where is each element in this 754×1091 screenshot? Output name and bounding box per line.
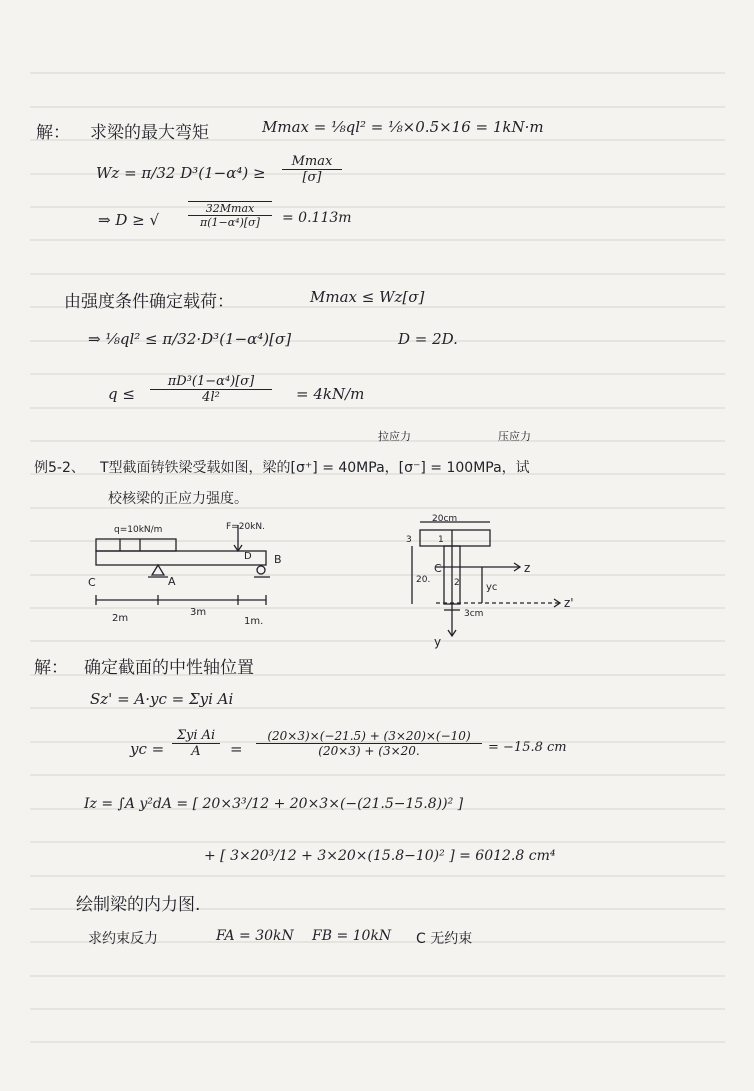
d-fraction	[188, 201, 272, 229]
strength-condition: Mmax ≤ Wz[σ]	[310, 288, 425, 306]
beam-body	[96, 551, 266, 565]
yc-lhs: yc =	[130, 740, 165, 758]
point-a-label: A	[168, 575, 176, 588]
y-axis-label: y	[434, 635, 442, 649]
inequality: ⇒ ⅛ql² ≤ π/32·D³(1−α⁴)[σ]	[88, 330, 292, 348]
section4-title: 绘制梁的内力图.	[76, 895, 201, 915]
yc-denominator-2: (20×3) + (3×20.	[256, 743, 482, 758]
d-result: = 0.113m	[282, 210, 352, 226]
t-section-diagram	[400, 510, 580, 650]
yc-label: yc	[486, 582, 498, 593]
point-c-label: C	[88, 576, 96, 589]
yc-fraction-2	[256, 729, 482, 758]
d-numerator: 32Mmax	[188, 201, 272, 215]
reaction-fa: FA = 30kN	[216, 928, 294, 944]
dim-3cm: 3cm	[464, 609, 484, 619]
reaction-fb: FB = 10kN	[312, 928, 392, 944]
section3-title: 确定截面的中性轴位置	[84, 658, 254, 678]
dim-web-20: 20.	[416, 575, 431, 585]
z1-axis-label: z'	[564, 596, 574, 610]
distributed-load-band	[96, 539, 176, 551]
centroid-c-label: C	[434, 562, 442, 575]
point-d-label: D	[244, 551, 252, 562]
dim-20cm: 20cm	[432, 514, 458, 524]
section1-label: 解：	[36, 123, 70, 143]
c-note: C 无约束	[416, 931, 473, 947]
load-f-label: F=20kN.	[226, 522, 265, 532]
beam-diagram	[80, 515, 290, 627]
d-denominator: π(1−α⁴)[σ]	[188, 215, 272, 229]
example-number: 例5-2、	[34, 460, 85, 476]
wz-lhs: Wz = π/32 D³(1−α⁴) ≥	[96, 164, 266, 182]
q-lhs: q ≤	[108, 385, 135, 403]
reactions-label: 求约束反力	[88, 931, 158, 947]
wz-denominator: [σ]	[282, 169, 342, 185]
part-1-label: 1	[438, 535, 444, 545]
q-denominator: 4l²	[150, 389, 272, 405]
example-text-line1: T型截面铸铁梁受载如图，梁的[σ⁺] = 40MPa，[σ⁻] = 100MPa，试	[100, 460, 530, 476]
note-tension: 拉应力	[378, 430, 411, 443]
yc-result: = −15.8 cm	[488, 740, 567, 755]
section3-label: 解：	[34, 658, 68, 678]
q-fraction	[150, 374, 272, 405]
section2-title: 由强度条件确定载荷：	[64, 292, 234, 312]
yc-equals: =	[230, 740, 243, 758]
q-result: = 4kN/m	[296, 385, 365, 403]
d-lhs: ⇒ D ≥ √	[98, 211, 160, 229]
example-text-line2: 校核梁的正应力强度。	[108, 491, 248, 507]
wz-fraction	[282, 154, 342, 185]
section1-title: 求梁的最大弯矩	[90, 123, 209, 143]
dim-1m: 1m.	[244, 616, 264, 627]
support-b	[257, 566, 265, 574]
sz-formula: Sz' = A·yc = Σyi Ai	[90, 690, 234, 708]
dim-flange-3: 3	[406, 535, 412, 545]
dim-3m: 3m	[190, 607, 207, 618]
support-a	[152, 565, 164, 575]
dim-2m: 2m	[112, 613, 129, 624]
point-b-label: B	[274, 553, 282, 566]
part-2-label: 2	[454, 578, 460, 588]
wz-numerator: Mmax	[291, 154, 333, 169]
z-axis-label: z	[524, 561, 531, 575]
yc-denominator-1: A	[172, 743, 220, 759]
iz-line1: Iz = ∫A y²dA = [ 20×3³/12 + 20×3×(−(21.5−15.8))² ]	[84, 796, 464, 812]
iz-line2: + [ 3×20³/12 + 3×20×(15.8−10)² ] = 6012.8 cm⁴	[204, 848, 556, 864]
load-q-label: q=10kN/m	[114, 525, 163, 535]
q-numerator: πD³(1−α⁴)[σ]	[167, 374, 255, 389]
yc-numerator-1: Σyi Ai	[176, 728, 216, 743]
yc-fraction-1	[172, 728, 220, 759]
note-compression: 压应力	[498, 430, 531, 443]
yc-numerator-2: (20×3)×(−21.5) + (3×20)×(−10)	[267, 729, 471, 743]
mmax-formula: Mmax = ⅛ql² = ⅛×0.5×16 = 1kN·m	[262, 118, 544, 136]
flange	[420, 530, 490, 546]
d-relation: D = 2D.	[398, 330, 458, 348]
